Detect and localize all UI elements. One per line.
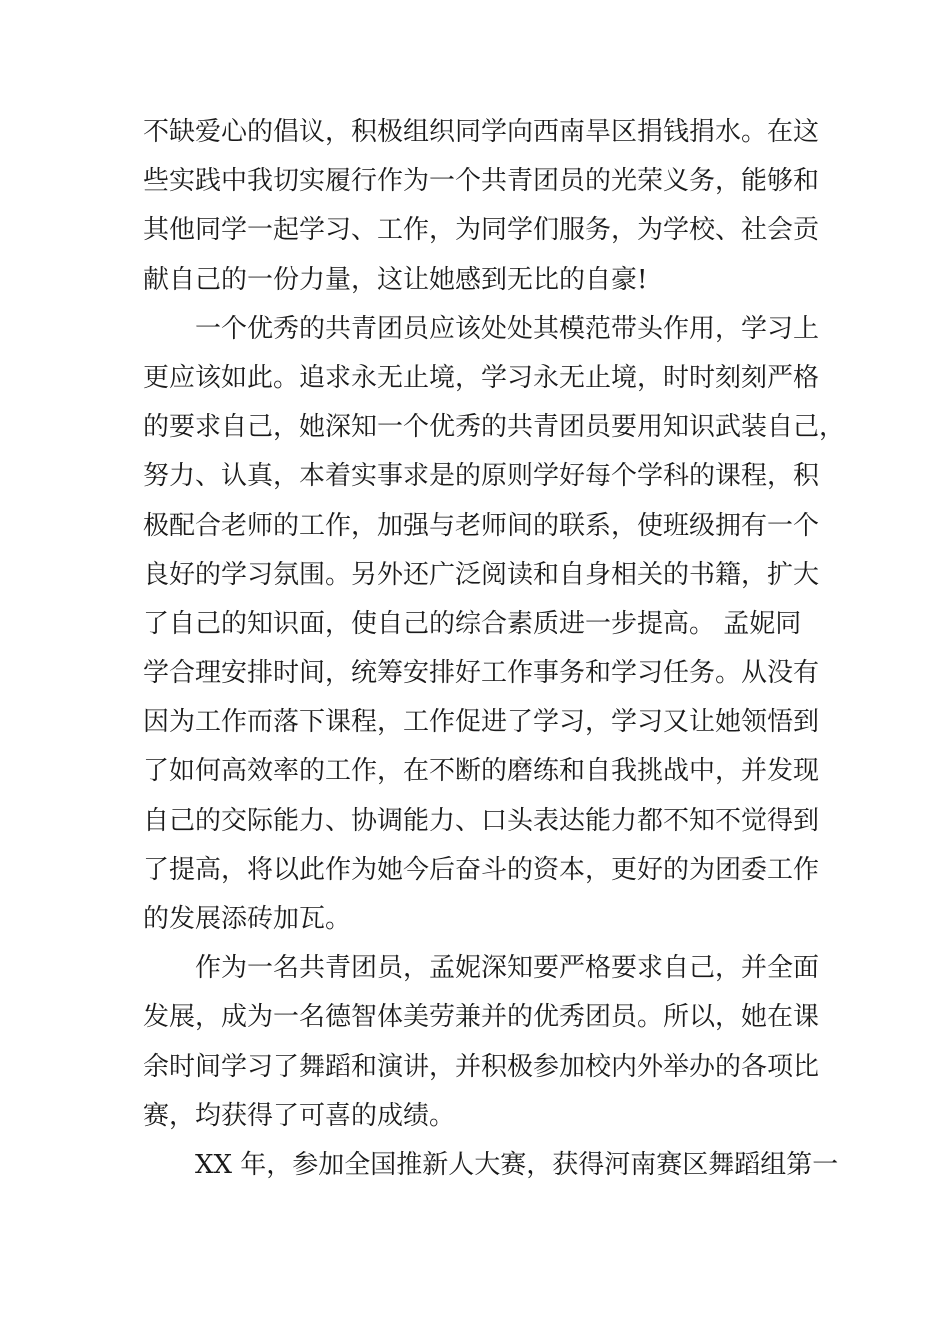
text-line: 了如何高效率的工作，在不断的磨练和自我挑战中，并发现 bbox=[143, 756, 820, 787]
body-text bbox=[143, 108, 846, 1190]
text-line: 更应该如此。追求永无止境，学习永无止境，时时刻刻严格 bbox=[143, 362, 820, 393]
text-line: 良好的学习氛围。另外还广泛阅读和自身相关的书籍，扩大 bbox=[143, 559, 820, 590]
text-line: 了自己的知识面，使自己的综合素质进一步提高。 孟妮同 bbox=[143, 608, 802, 639]
text-line: 发展，成为一名德智体美劳兼并的优秀团员。所以，她在课 bbox=[143, 1002, 820, 1033]
paragraph-2 bbox=[143, 305, 846, 944]
paragraph-4 bbox=[143, 1141, 839, 1190]
text-line: 极配合老师的工作，加强与老师间的联系，使班级拥有一个 bbox=[143, 510, 820, 541]
text-line: XX 年，参加全国推新人大赛，获得河南赛区舞蹈组第一 bbox=[195, 1149, 839, 1180]
text-line: 赛，均获得了可喜的成绩。 bbox=[143, 1100, 456, 1131]
text-line: 作为一名共青团员，孟妮深知要严格要求自己，并全面 bbox=[195, 953, 820, 984]
text-line: 的发展添砖加瓦。 bbox=[143, 904, 352, 934]
paragraph-1 bbox=[143, 108, 833, 305]
text-line: 自己的交际能力、协调能力、口头表达能力都不知不觉得到 bbox=[143, 805, 820, 836]
text-line: 因为工作而落下课程，工作促进了学习，学习又让她领悟到 bbox=[143, 707, 820, 738]
text-line: 些实践中我切实履行作为一个共青团员的光荣义务，能够和 bbox=[143, 166, 820, 197]
text-line: 的要求自己，她深知一个优秀的共青团员要用知识武装自己， bbox=[143, 412, 846, 443]
text-line: 其他同学一起学习、工作，为同学们服务，为学校、社会贡 bbox=[143, 215, 820, 246]
text-line: 一个优秀的共青团员应该处处其模范带头作用，学习上 bbox=[195, 313, 820, 344]
text-line: 献自己的一份力量，这让她感到无比的自豪! bbox=[143, 264, 648, 295]
paragraph-3 bbox=[143, 944, 833, 1141]
text-line: 不缺爱心的倡议，积极组织同学向西南旱区捐钱捐水。在这 bbox=[143, 117, 820, 147]
text-line: 了提高，将以此作为她今后奋斗的资本，更好的为团委工作 bbox=[143, 854, 820, 885]
text-line: 努力、认真，本着实事求是的原则学好每个学科的课程，积 bbox=[143, 461, 820, 492]
text-line: 余时间学习了舞蹈和演讲，并积极参加校内外举办的各项比 bbox=[143, 1051, 820, 1082]
text-line: 学合理安排时间，统筹安排好工作事务和学习任务。从没有 bbox=[143, 658, 820, 689]
